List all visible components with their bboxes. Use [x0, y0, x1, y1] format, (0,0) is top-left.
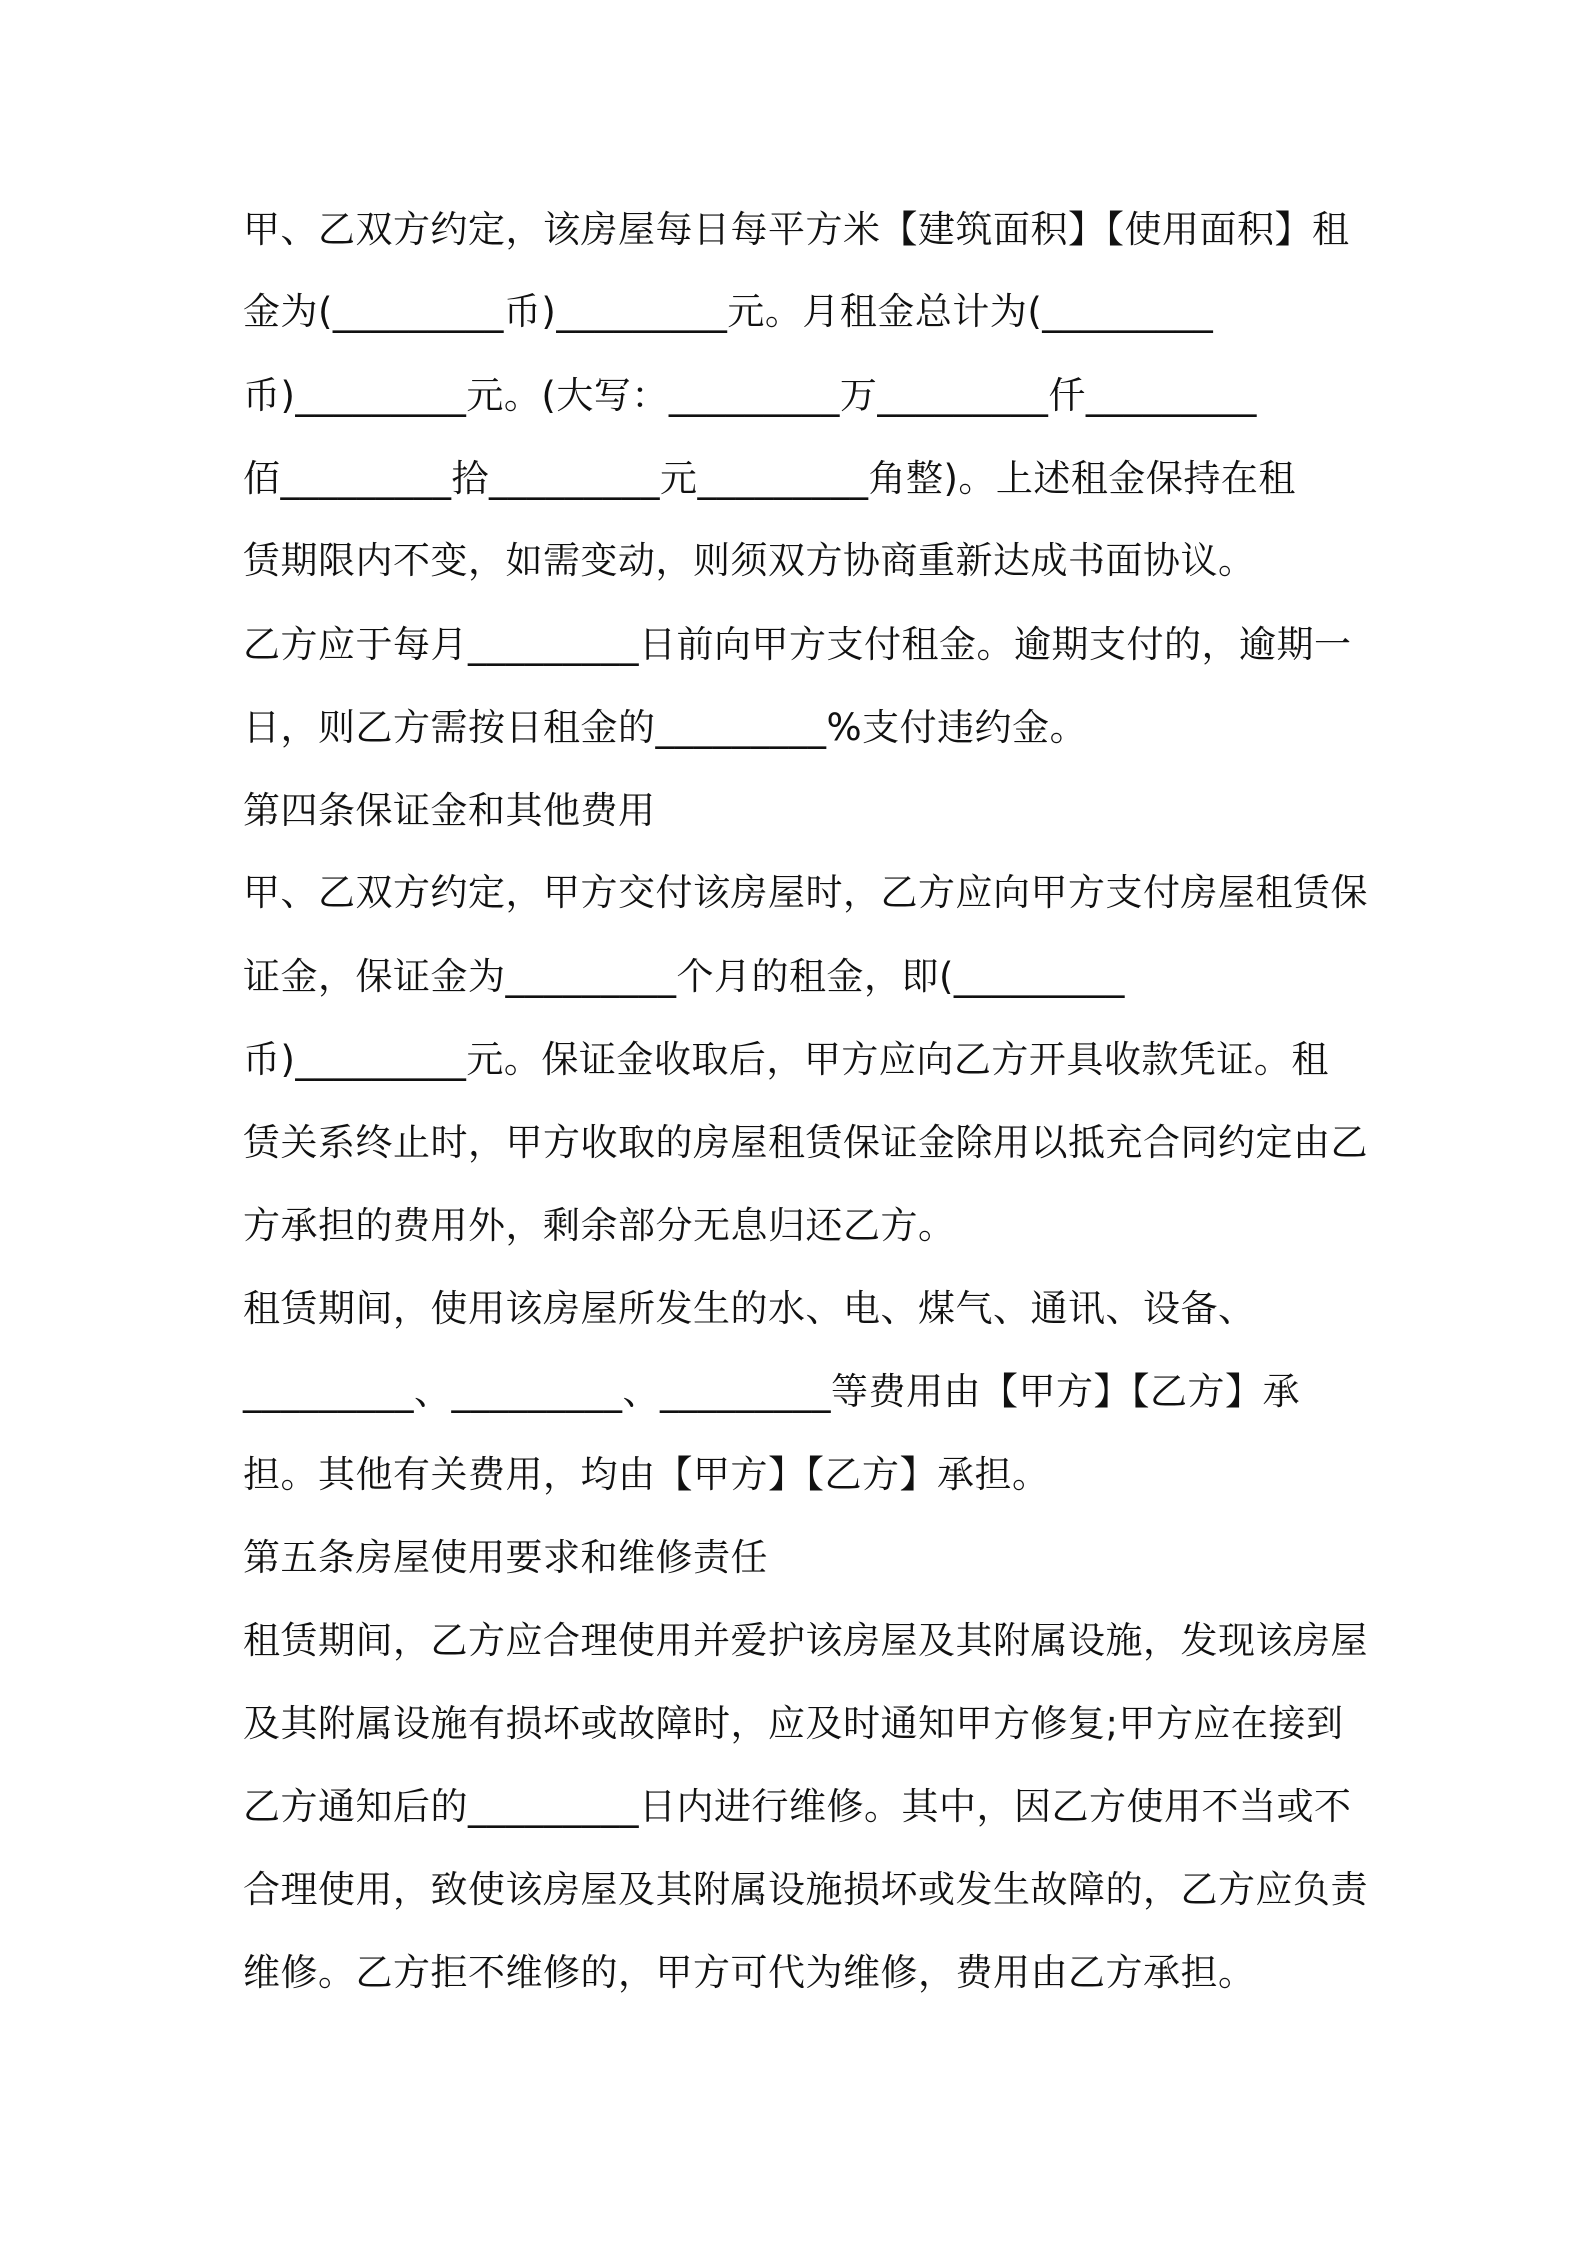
text-line: 甲、乙双方约定，甲方交付该房屋时，乙方应向甲方支付房屋租赁保 [243, 871, 1368, 914]
text-line: 维修。乙方拒不维修的，甲方可代为维修，费用由乙方承担。 [243, 1951, 1256, 1994]
text-line: 佰_________拾_________元_________角整)。上述租金保持在租 [243, 457, 1296, 500]
text-line: 金为(_________币)_________元。月租金总计为(_________ [243, 290, 1214, 333]
text-line: 租赁期间，乙方应合理使用并爱护该房屋及其附属设施，发现该房屋 [243, 1619, 1368, 1662]
text-line: 币)_________元。保证金收取后，甲方应向乙方开具收款凭证。租 [243, 1038, 1329, 1081]
document-page [243, 0, 1368, 2244]
text-line: 担。其他有关费用，均由【甲方】【乙方】承担。 [243, 1453, 1050, 1496]
text-line: 及其附属设施有损坏或故障时，应及时通知甲方修复;甲方应在接到 [243, 1702, 1344, 1745]
text-line: 赁期限内不变，如需变动，则须双方协商重新达成书面协议。 [243, 539, 1256, 582]
text-line: 合理使用，致使该房屋及其附属设施损坏或发生故障的，乙方应负责 [243, 1868, 1368, 1911]
text-line: 赁关系终止时，甲方收取的房屋租赁保证金除用以抵充合同约定由乙 [243, 1121, 1368, 1164]
text-line: 币)_________元。(大写：_________万_________仟_________ [243, 374, 1257, 417]
text-line: 乙方应于每月_________日前向甲方支付租金。逾期支付的，逾期一 [243, 623, 1352, 666]
text-line: 方承担的费用外，剩余部分无息归还乙方。 [243, 1204, 956, 1247]
text-line: 租赁期间，使用该房屋所发生的水、电、煤气、通讯、设备、 [243, 1287, 1256, 1330]
text-line: 乙方通知后的_________日内进行维修。其中，因乙方使用不当或不 [243, 1785, 1352, 1828]
text-line: 证金，保证金为_________个月的租金，即(_________ [243, 955, 1125, 998]
text-line: 甲、乙双方约定，该房屋每日每平方米【建筑面积】【使用面积】租 [243, 208, 1350, 251]
text-line: _________、_________、_________等费用由【甲方】【乙方】承 [243, 1370, 1300, 1413]
section-heading: 第五条房屋使用要求和维修责任 [243, 1536, 768, 1579]
text-line: 日，则乙方需按日租金的_________%支付违约金。 [243, 706, 1088, 749]
section-heading: 第四条保证金和其他费用 [243, 789, 656, 832]
